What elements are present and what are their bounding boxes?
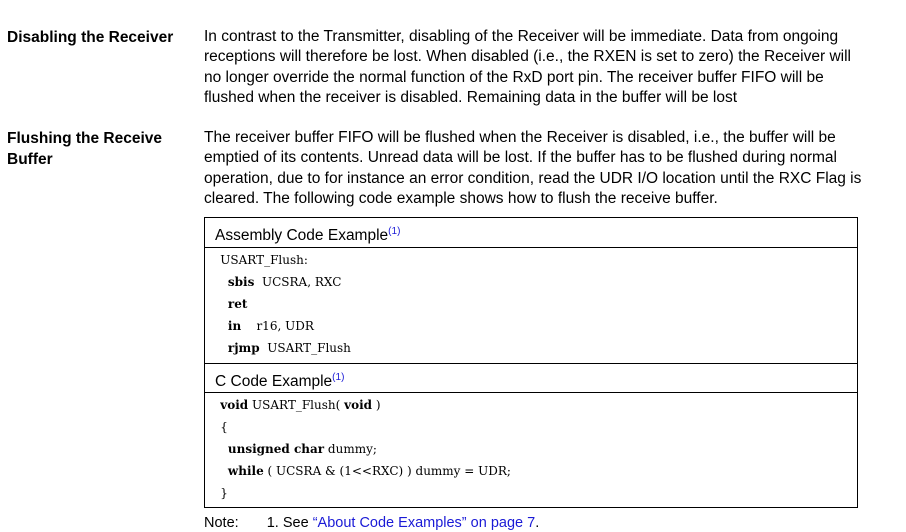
body-line: In contrast to the Transmitter, disabling of the Receiver will be immediate. Data from ongoing — [204, 28, 839, 45]
body-line: receptions will therefore be lost. When disabled (i.e., the RXEN is set to zero) the Receiver will — [204, 48, 851, 66]
asm-code-line — [205, 249, 857, 271]
asm-mnemonic: in — [227, 319, 242, 333]
body-line: cleared. The following code example shows how to flush the receive buffer. — [204, 189, 718, 207]
c-example-header — [205, 363, 857, 393]
section-body-flushing-buffer — [204, 128, 906, 209]
heading-line: Flushing the Receive — [7, 130, 163, 147]
section-heading-disabling-receiver — [7, 27, 197, 48]
note — [204, 514, 539, 532]
c-code-text: } — [205, 486, 228, 500]
section-body-disabling-receiver — [204, 27, 906, 108]
asm-code-line — [205, 315, 857, 337]
c-code-line — [205, 460, 857, 482]
asm-mnemonic: sbis — [227, 275, 255, 289]
c-code-text: ( UCSRA & (1<<RXC) ) dummy = UDR; — [263, 464, 511, 478]
c-keyword: while — [227, 464, 264, 478]
note-suffix: . — [535, 515, 540, 531]
note-prefix: See — [282, 515, 313, 531]
asm-operands: r16, UDR — [241, 319, 314, 333]
c-code-block — [205, 393, 857, 507]
heading-line: Buffer — [7, 151, 53, 168]
c-code-text: USART_Flush( — [248, 398, 345, 412]
c-code-text: ) — [372, 398, 381, 412]
asm-operands: USART_Flush: — [220, 253, 308, 267]
c-code-text — [205, 398, 220, 412]
note-label: Note: — [204, 515, 239, 531]
asm-code-line — [205, 337, 857, 359]
c-example-title: C Code Example — [215, 373, 333, 390]
c-keyword: void — [344, 398, 373, 412]
code-examples-link[interactable]: “About Code Examples” on page 7 — [312, 515, 536, 531]
section-heading-flushing-buffer — [7, 128, 197, 170]
asm-operands: USART_Flush — [259, 341, 351, 355]
footnote-ref[interactable]: (1) — [388, 226, 401, 237]
c-code-line — [205, 416, 857, 438]
c-code-line — [205, 394, 857, 416]
asm-code-block — [205, 248, 857, 363]
c-code-text — [205, 442, 228, 456]
body-line: no longer override the normal function of the RxD port pin. The receiver buffer FIFO will be — [204, 68, 824, 86]
asm-mnemonic: rjmp — [227, 341, 260, 355]
asm-operands: UCSRA, RXC — [254, 275, 342, 289]
footnote-ref[interactable]: (1) — [332, 372, 345, 383]
asm-example-title: Assembly Code Example — [215, 227, 389, 244]
heading-line: Disabling the Receiver — [7, 29, 174, 46]
asm-code-line — [205, 271, 857, 293]
body-line: flushed when the receiver is disabled. Remaining data in the buffer will be lost — [204, 88, 738, 106]
note-number: 1. — [266, 515, 279, 531]
code-example-table — [204, 217, 858, 508]
asm-example-header — [205, 218, 857, 248]
asm-mnemonic: ret — [227, 297, 248, 311]
c-code-text: { — [205, 420, 228, 434]
body-line: emptied of its contents. Unread data will be lost. If the buffer has to be flushed during normal — [204, 149, 837, 167]
asm-code-line — [205, 293, 857, 315]
body-line: The receiver buffer FIFO will be flushed when the Receiver is disabled, i.e., the buffer will be — [204, 129, 836, 146]
c-keyword: unsigned char — [227, 442, 325, 456]
c-code-line — [205, 482, 857, 504]
c-code-line — [205, 438, 857, 460]
c-code-text: dummy; — [324, 442, 377, 456]
body-line: operation, due to for instance an error condition, read the UDR I/O location until the RXC Flag is — [204, 169, 862, 187]
c-code-text — [205, 464, 228, 478]
c-keyword: void — [220, 398, 249, 412]
